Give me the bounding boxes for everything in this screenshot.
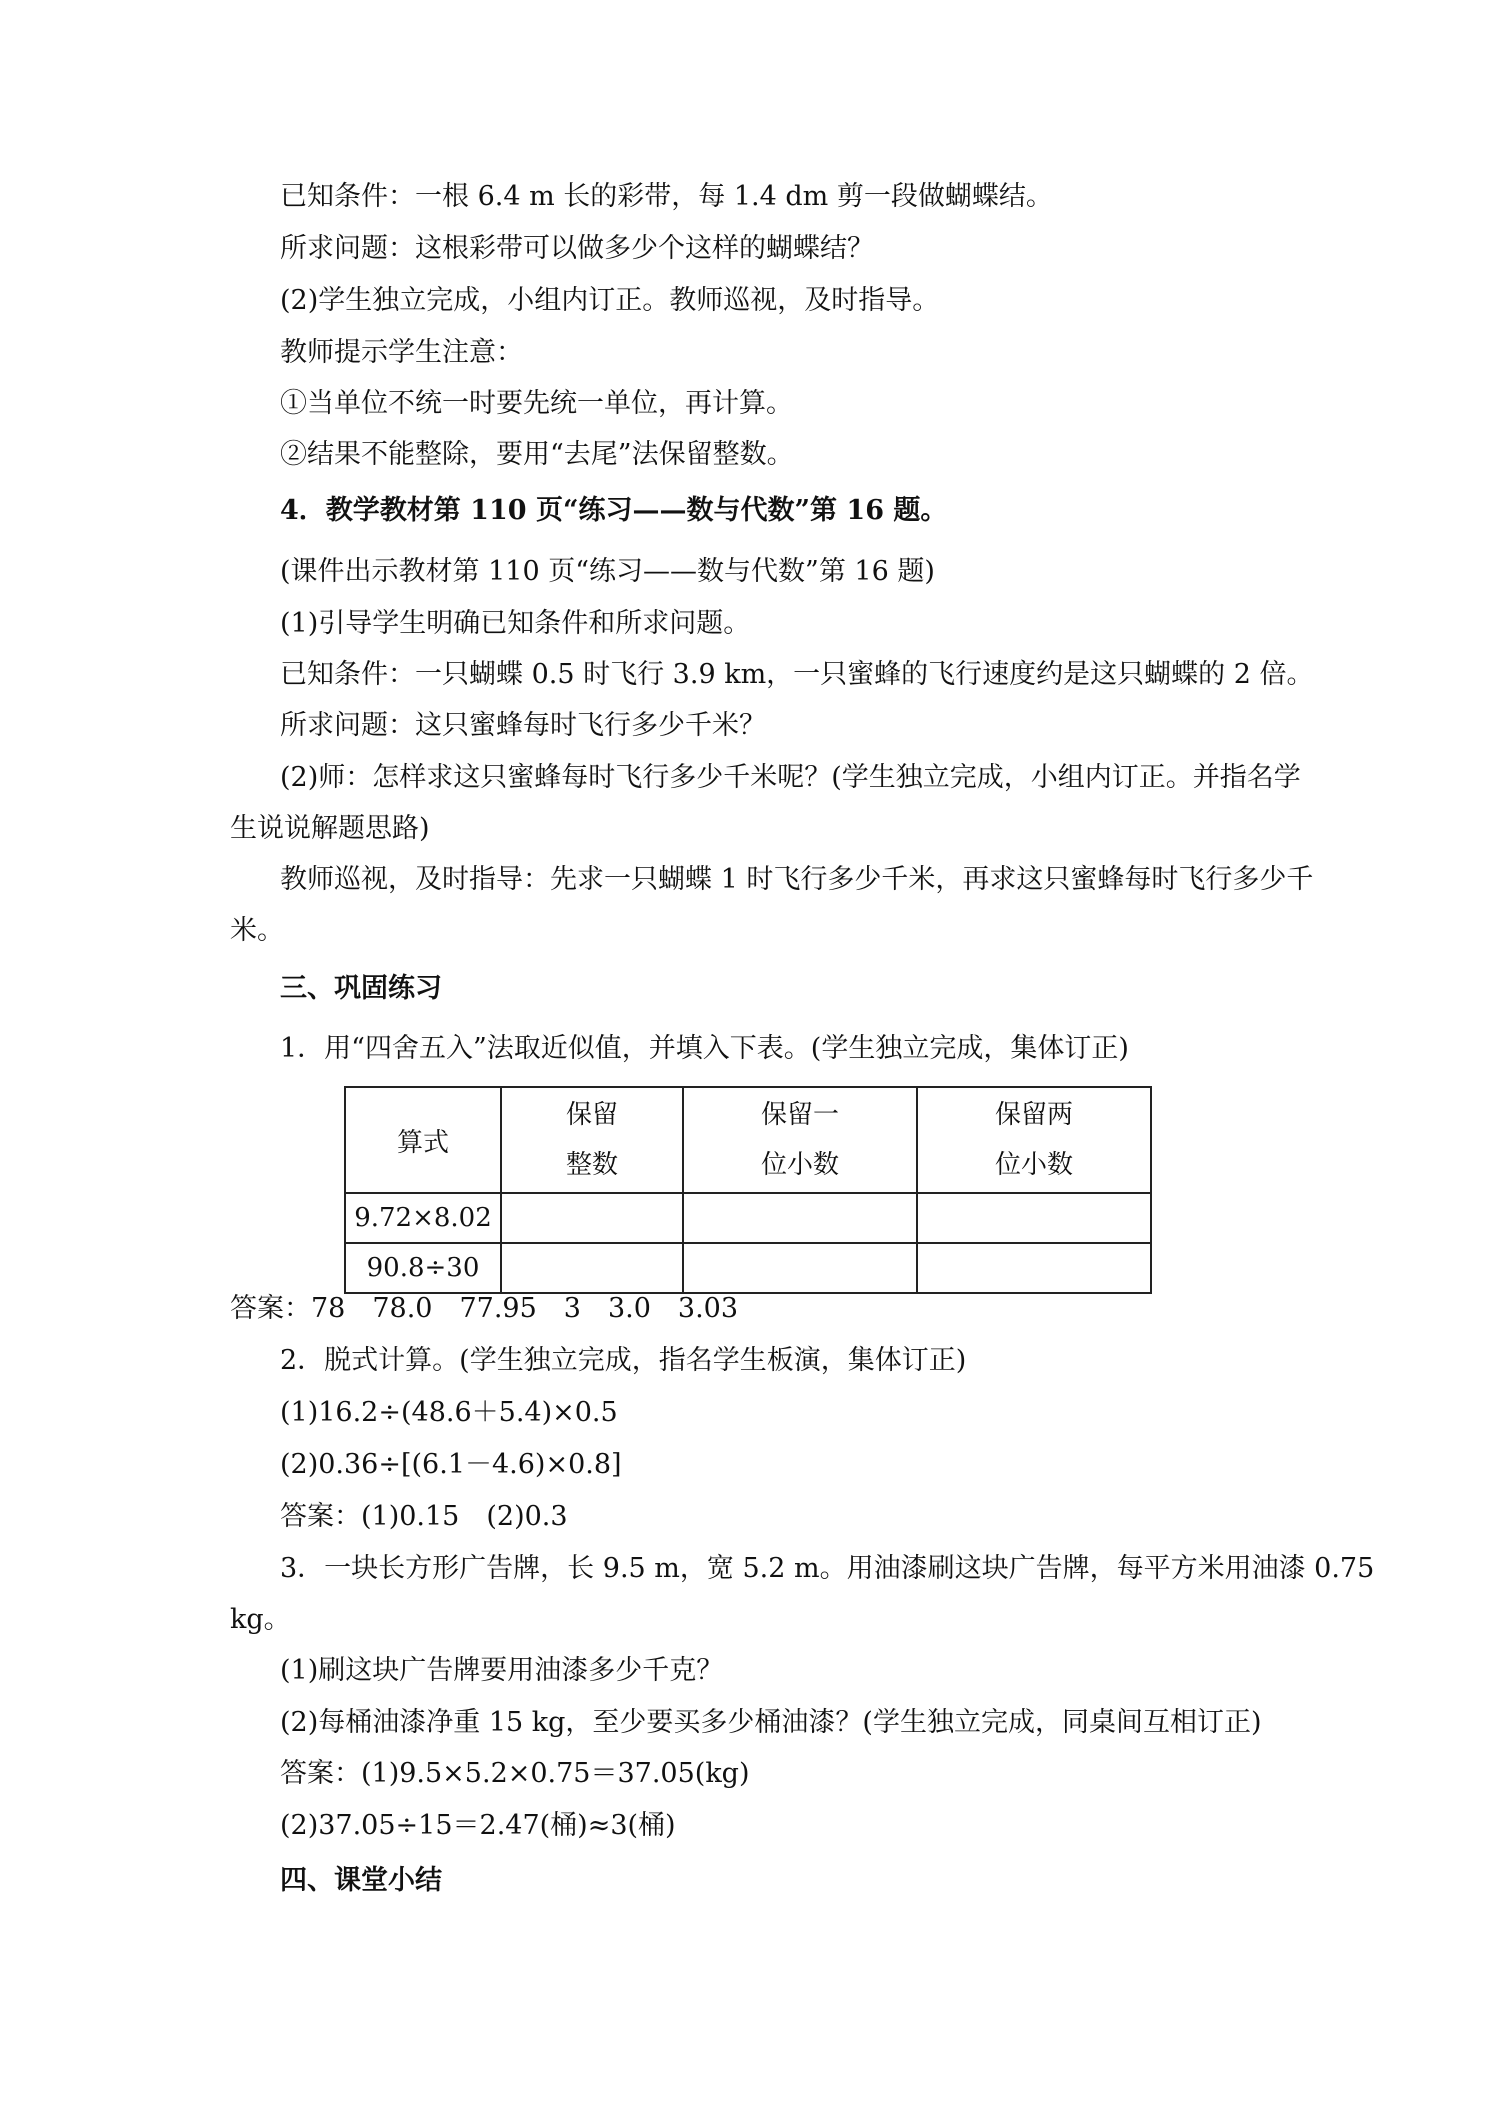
- question-ribbon: 所求问题：这根彩带可以做多少个这样的蝴蝶结？: [280, 233, 874, 264]
- section-4-heading: 4．教学教材第 110 页“练习——数与代数”第 16 题。: [280, 495, 948, 526]
- step-2-teacher-question-cont: 生说说解题思路): [230, 813, 430, 844]
- header-one-decimal: [683, 1087, 917, 1193]
- row-one-decimal-cell: [683, 1243, 917, 1293]
- header-two-decimal-line1: 保留两: [994, 1100, 1073, 1130]
- step-1-guide: (1)引导学生明确已知条件和所求问题。: [280, 608, 751, 639]
- step-2-independent: (2)学生独立完成，小组内订正。教师巡视，及时指导。: [280, 285, 940, 316]
- table-header-row: [345, 1087, 1151, 1193]
- question-bee: 所求问题：这只蜜蜂每时飞行多少千米？: [280, 710, 766, 741]
- exercise-3-prompt: 3．一块长方形广告牌，长 9.5 m，宽 5.2 m。用油漆刷这块广告牌，每平方米用油漆 0.75: [280, 1553, 1375, 1584]
- header-integer: [501, 1087, 683, 1193]
- table-row: [345, 1243, 1151, 1293]
- teacher-reminder: 教师提示学生注意：: [280, 337, 523, 368]
- section-4-summary-heading: 四、课堂小结: [280, 1865, 442, 1896]
- table-row: [345, 1193, 1151, 1243]
- row-expression: 9.72×8.02: [345, 1193, 501, 1243]
- header-two-decimal-line2: 位小数: [994, 1150, 1073, 1180]
- exercise-1-answer: 答案：78 78.0 77.95 3 3.0 3.03: [230, 1293, 739, 1324]
- exercise-3-prompt-cont: kg。: [230, 1604, 291, 1635]
- header-one-decimal-line1: 保留一: [760, 1100, 839, 1130]
- known-conditions-ribbon: 已知条件：一根 6.4 m 长的彩带，每 1.4 dm 剪一段做蝴蝶结。: [280, 181, 1053, 212]
- exercise-1-prompt: 1．用“四舍五入”法取近似值，并填入下表。(学生独立完成，集体订正): [280, 1033, 1129, 1064]
- header-integer-line2: 整数: [565, 1150, 618, 1180]
- header-one-decimal-line2: 位小数: [760, 1150, 839, 1180]
- exercise-2-prompt: 2．脱式计算。(学生独立完成，指名学生板演，集体订正): [280, 1345, 967, 1376]
- reminder-point-1: ①当单位不统一时要先统一单位，再计算。: [280, 388, 793, 419]
- exercise-3-question-1: (1)刷这块广告牌要用油漆多少千克？: [280, 1655, 724, 1686]
- courseware-note: (课件出示教材第 110 页“练习——数与代数”第 16 题): [280, 556, 935, 587]
- step-2-teacher-question: (2)师：怎样求这只蜜蜂每时飞行多少千米呢？(学生独立完成，小组内订正。并指名学: [280, 762, 1301, 793]
- teacher-guidance-cont: 米。: [230, 915, 284, 946]
- header-two-decimal: [917, 1087, 1151, 1193]
- rounding-table: [344, 1086, 1152, 1294]
- row-integer-cell: [501, 1243, 683, 1293]
- known-conditions-butterfly: 已知条件：一只蝴蝶 0.5 时飞行 3.9 km，一只蜜蜂的飞行速度约是这只蝴蝶的 2 倍。: [280, 659, 1314, 690]
- row-two-decimal-cell: [917, 1193, 1151, 1243]
- exercise-3-answer-2: (2)37.05÷15＝2.47(桶)≈3(桶): [280, 1810, 676, 1841]
- header-integer-line1: 保留: [565, 1100, 618, 1130]
- row-two-decimal-cell: [917, 1243, 1151, 1293]
- row-one-decimal-cell: [683, 1193, 917, 1243]
- exercise-3-answer-1: 答案：(1)9.5×5.2×0.75＝37.05(kg): [280, 1758, 750, 1789]
- row-integer-cell: [501, 1193, 683, 1243]
- exercise-2-item-2: (2)0.36÷[(6.1－4.6)×0.8]: [280, 1449, 622, 1480]
- reminder-point-2: ②结果不能整除，要用“去尾”法保留整数。: [280, 439, 794, 470]
- exercise-3-question-2: (2)每桶油漆净重 15 kg，至少要买多少桶油漆？(学生独立完成，同桌间互相订正): [280, 1707, 1262, 1738]
- exercise-2-answer: 答案：(1)0.15 (2)0.3: [280, 1501, 568, 1532]
- header-expression: [345, 1087, 501, 1193]
- row-expression: 90.8÷30: [345, 1243, 501, 1293]
- section-3-heading: 三、巩固练习: [280, 973, 442, 1004]
- exercise-2-item-1: (1)16.2÷(48.6＋5.4)×0.5: [280, 1397, 618, 1428]
- header-expression-label: 算式: [396, 1127, 449, 1158]
- teacher-guidance: 教师巡视，及时指导：先求一只蝴蝶 1 时飞行多少千米，再求这只蜜蜂每时飞行多少千: [280, 864, 1314, 895]
